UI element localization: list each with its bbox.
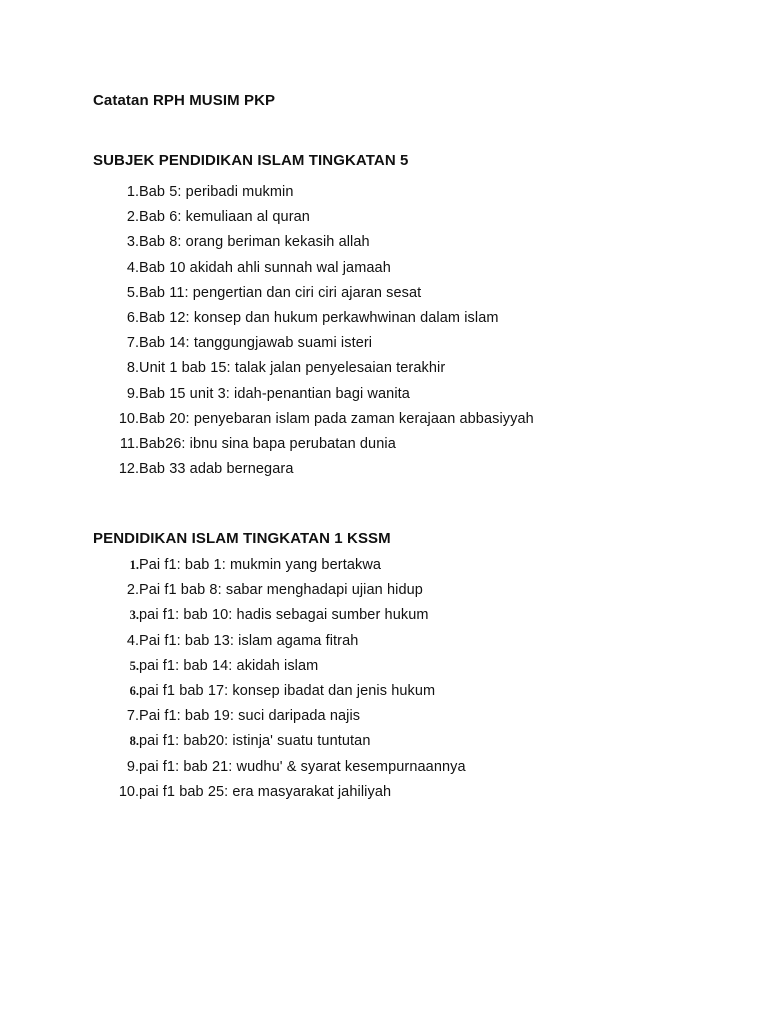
list-item — [114, 657, 466, 682]
list-item — [114, 460, 534, 485]
item-text: Pai f1 bab 8: sabar menghadapi ujian hidup — [139, 582, 423, 599]
list-item — [114, 556, 466, 581]
list-item — [114, 233, 534, 258]
list-item — [114, 435, 534, 460]
item-number: 3. — [129, 608, 139, 623]
list-item — [114, 208, 534, 233]
list-item — [114, 707, 466, 732]
item-number: 9. — [126, 758, 139, 775]
item-number: 1. — [126, 184, 139, 200]
item-number: 4. — [126, 259, 139, 276]
item-number: 8. — [126, 360, 139, 377]
item-text: pai f1: bab20: istinja' suatu tuntutan — [139, 733, 371, 750]
item-text: Pai f1: bab 1: mukmin yang bertakwa — [139, 557, 382, 573]
item-number: 12. — [118, 461, 139, 478]
item-text: Bab 10 akidah ahli sunnah wal jamaah — [139, 259, 391, 276]
item-number: 2. — [126, 209, 139, 226]
item-number: 5. — [129, 658, 139, 673]
list-item — [114, 758, 466, 783]
item-number: 3. — [126, 234, 139, 251]
section-heading-tingkatan-1-kssm: PENDIDIKAN ISLAM TINGKATAN 1 KSSM — [93, 530, 391, 547]
item-number: 7. — [126, 708, 139, 725]
item-text: pai f1: bab 14: akidah islam — [139, 657, 319, 674]
list-tingkatan-1-kssm — [114, 556, 466, 808]
item-text: Pai f1: bab 13: islam agama fitrah — [139, 632, 359, 649]
item-number: 5. — [126, 284, 139, 301]
item-number: 4. — [126, 632, 139, 649]
item-text: Bab 14: tanggungjawab suami isteri — [139, 335, 373, 352]
item-number: 6. — [126, 309, 139, 326]
list-item — [114, 385, 534, 410]
list-item — [114, 732, 466, 757]
list-item — [114, 284, 534, 309]
list-item — [114, 259, 534, 284]
list-tingkatan-5 — [114, 183, 534, 485]
list-item — [114, 682, 466, 707]
item-number: 11. — [119, 435, 139, 452]
item-text: Bab26: ibnu sina bapa perubatan dunia — [139, 435, 396, 452]
list-item — [114, 309, 534, 334]
item-text: pai f1: bab 21: wudhu' & syarat kesempurnaannya — [139, 758, 466, 775]
item-number: 10. — [118, 783, 139, 800]
list-item — [114, 334, 534, 359]
list-item — [114, 632, 466, 657]
item-number: 1. — [129, 558, 139, 572]
item-number: 2. — [126, 582, 139, 599]
item-text: Bab 11: pengertian dan ciri ciri ajaran sesat — [139, 284, 422, 301]
list-item — [114, 359, 534, 384]
document-title: Catatan RPH MUSIM PKP — [93, 92, 276, 109]
item-text: Bab 6: kemuliaan al quran — [139, 209, 310, 226]
item-text: Pai f1: bab 19: suci daripada najis — [139, 708, 361, 725]
item-number: 7. — [126, 335, 139, 352]
item-text: Bab 5: peribadi mukmin — [139, 184, 294, 200]
item-text: pai f1: bab 10: hadis sebagai sumber hukum — [139, 607, 429, 624]
item-text: Bab 8: orang beriman kekasih allah — [139, 234, 370, 251]
item-text: pai f1 bab 25: era masyarakat jahiliyah — [139, 783, 392, 800]
section-heading-tingkatan-5: SUBJEK PENDIDIKAN ISLAM TINGKATAN 5 — [93, 152, 409, 169]
item-text: pai f1 bab 17: konsep ibadat dan jenis hukum — [139, 682, 436, 699]
item-text: Bab 12: konsep dan hukum perkawhwinan dalam islam — [139, 309, 499, 326]
item-number: 9. — [126, 385, 139, 402]
list-item — [114, 783, 466, 808]
list-item — [114, 606, 466, 631]
item-number: 10. — [118, 410, 139, 427]
item-text: Bab 33 adab bernegara — [139, 461, 294, 478]
list-item — [114, 410, 534, 435]
item-text: Bab 20: penyebaran islam pada zaman kerajaan abbasiyyah — [139, 410, 534, 427]
item-text: Unit 1 bab 15: talak jalan penyelesaian terakhir — [139, 360, 446, 377]
item-number: 8. — [129, 734, 139, 749]
item-number: 6. — [129, 683, 139, 698]
item-text: Bab 15 unit 3: idah-penantian bagi wanita — [139, 385, 410, 402]
list-item — [114, 183, 534, 208]
list-item — [114, 581, 466, 606]
